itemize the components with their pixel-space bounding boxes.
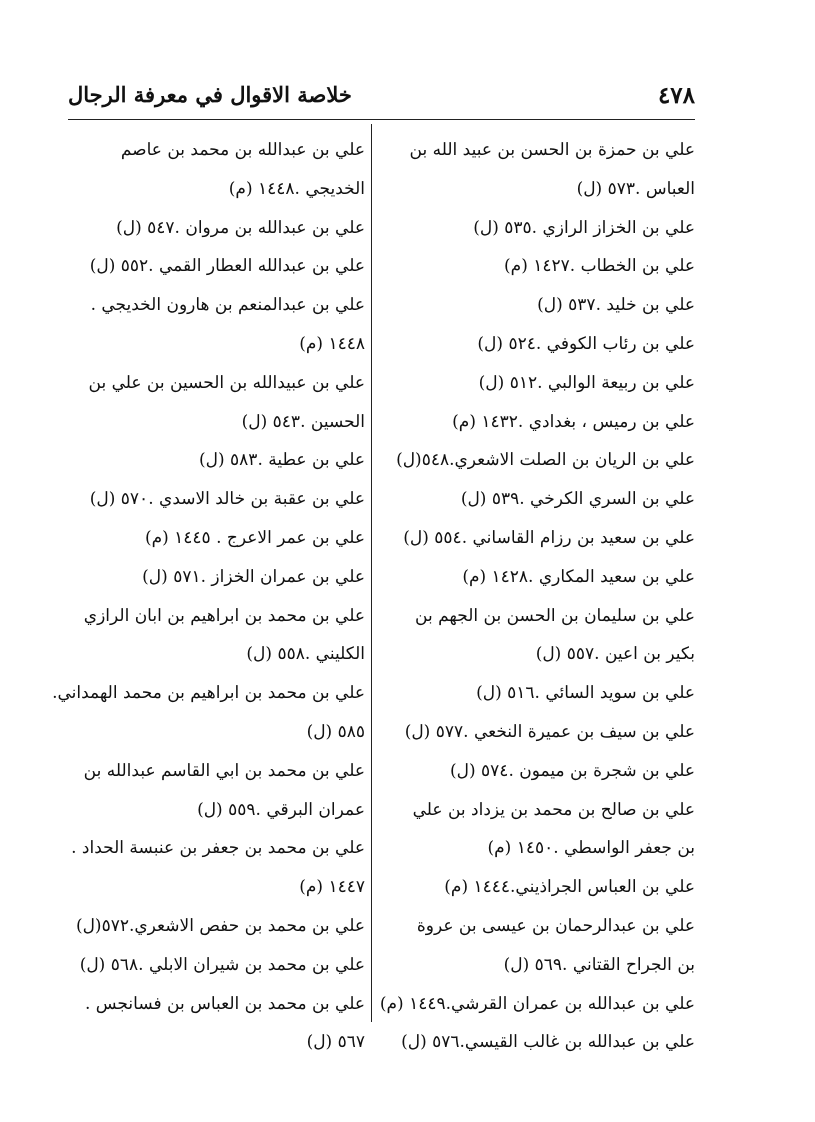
entry-line: علي بن عمر الاعرج . ١٤٤٥ (م) <box>144 527 365 548</box>
entry-line: علي بن عمران الخزاز .٥٧١ (ل) <box>142 566 365 587</box>
entry-line: بكير بن اعين .٥٥٧ (ل) <box>535 644 695 665</box>
entry-line: بن الجراح القتاني .٥٦٩ (ل) <box>503 954 695 975</box>
entry-line: علي بن سويد السائي .٥١٦ (ل) <box>476 683 695 704</box>
entry-line: علي بن محمد بن ابراهيم بن محمد الهمداني. <box>52 683 365 704</box>
entry-line: علي بن سيف بن عميرة النخعي .٥٧٧ (ل) <box>404 721 695 742</box>
entry-line: علي بن عبدالله بن غالب القيسي.٥٧٦ (ل) <box>401 1032 695 1053</box>
column-divider <box>371 124 372 1022</box>
entry-line: الحسين .٥٤٣ (ل) <box>241 411 365 432</box>
entry-line: علي بن سعيد المكاري .١٤٢٨ (م) <box>462 566 695 587</box>
entry-line: علي بن السري الكرخي .٥٣٩ (ل) <box>460 489 695 510</box>
entry-line: علي بن محمد بن شيران الابلي .٥٦٨ (ل) <box>79 954 365 975</box>
entry-line: علي بن محمد بن جعفر بن عنبسة الحداد . <box>71 838 365 859</box>
entry-line: علي بن حمزة بن الحسن بن عبيد الله بن <box>409 140 695 160</box>
entry-line: علي بن شجرة بن ميمون .٥٧٤ (ل) <box>450 760 695 781</box>
left-column <box>52 131 365 1062</box>
page-number: ٤٧٨ <box>657 82 695 109</box>
entry-line: علي بن العباس الجراذيني.١٤٤٤ (م) <box>444 877 695 898</box>
page-header <box>68 82 695 116</box>
entry-line: ١٤٤٨ (م) <box>299 333 365 354</box>
running-title: خلاصة الاقوال في معرفة الرجال <box>68 82 352 107</box>
header-rule <box>68 119 695 120</box>
entry-line: علي بن عبدالله العطار القمي .٥٥٢ (ل) <box>89 256 365 277</box>
entry-line: علي بن عبدالمنعم بن هارون الخديجي . <box>90 295 365 316</box>
entry-line: علي بن صالح بن محمد بن يزداد بن علي <box>412 799 695 820</box>
entry-line: علي بن الخزاز الرازي .٥٣٥ (ل) <box>473 217 695 238</box>
entry-line: علي بن عبدالله بن محمد بن عاصم <box>120 140 365 160</box>
entry-line: الكليني .٥٥٨ (ل) <box>246 644 365 665</box>
entry-line: ١٤٤٧ (م) <box>299 877 365 898</box>
entry-line: علي بن خليد .٥٣٧ (ل) <box>537 295 695 316</box>
entry-line: علي بن عبدالله بن عمران القرشي.١٤٤٩ (م) <box>379 993 695 1014</box>
entry-line: علي بن محمد بن العباس بن فسانجس . <box>84 993 365 1014</box>
entry-line: علي بن سعيد بن رزام القاساني .٥٥٤ (ل) <box>403 527 695 548</box>
entry-line: العباس .٥٧٣ (ل) <box>576 178 695 199</box>
right-column <box>379 131 695 1062</box>
entry-line: علي بن الخطاب .١٤٢٧ (م) <box>504 256 695 277</box>
entry-line: علي بن ربيعة الوالبي .٥١٢ (ل) <box>478 372 695 393</box>
entry-line: علي بن عبدالرحمان بن عيسى بن عروة <box>416 915 695 936</box>
entry-line: ٥٦٧ (ل) <box>306 1032 365 1053</box>
entry-line: بن جعفر الواسطي .١٤٥٠ (م) <box>487 838 695 859</box>
entry-line: علي بن سليمان بن الحسن بن الجهم بن <box>415 605 695 626</box>
entry-line: علي بن محمد بن ابي القاسم عبدالله بن <box>83 760 365 781</box>
entry-line: علي بن رئاب الكوفي .٥٢٤ (ل) <box>477 333 695 354</box>
entry-line: علي بن عبيدالله بن الحسين بن علي بن <box>88 372 365 393</box>
entry-line: الخديجي .١٤٤٨ (م) <box>228 178 365 199</box>
entry-line: علي بن رميس ، بغدادي .١٤٣٢ (م) <box>452 411 695 432</box>
entry-line: علي بن عقبة بن خالد الاسدي .٥٧٠ (ل) <box>89 489 365 510</box>
entry-line: علي بن محمد بن ابراهيم بن ابان الرازي <box>83 605 365 626</box>
entry-line: علي بن عبدالله بن مروان .٥٤٧ (ل) <box>116 217 365 238</box>
entry-line: ٥٨٥ (ل) <box>306 721 365 742</box>
entry-line: عمران البرقي .٥٥٩ (ل) <box>197 799 365 820</box>
entry-line: علي بن الريان بن الصلت الاشعري.٥٤٨(ل) <box>396 450 695 471</box>
entry-line: علي بن عطية .٥٨٣ (ل) <box>199 450 365 471</box>
entry-line: علي بن محمد بن حفص الاشعري.٥٧٢(ل) <box>75 915 365 936</box>
